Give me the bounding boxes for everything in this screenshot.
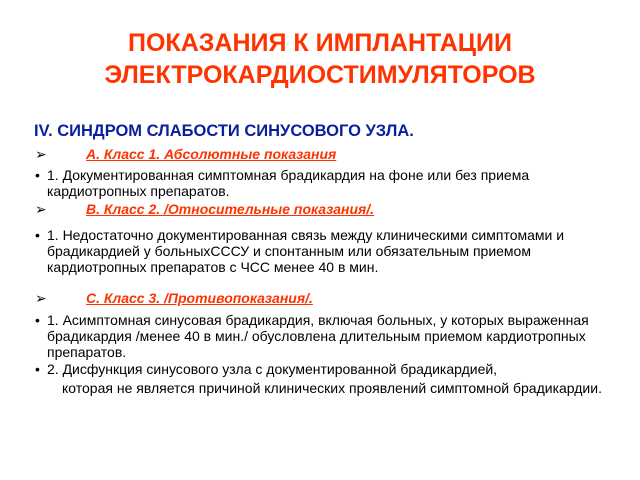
class-a-point-1 [34, 167, 624, 199]
bullet-icon: • [35, 312, 40, 328]
class-c-point-1-text: 1. Асимптомная синусовая брадикардия, включая больных, у которых выраженная брадикардия /менее 40 в мин./ обусловлена длительным приемом кардиотропных препаратов. [47, 312, 589, 360]
slide-title-line-2: ЭЛЕКТРОКАРДИОСТИМУЛЯТОРОВ [104, 61, 536, 89]
class-c-point-2 [34, 361, 624, 377]
section-heading: IV. СИНДРОМ СЛАБОСТИ СИНУСОВОГО УЗЛА. [34, 122, 414, 140]
class-b-point-1-text: 1. Недостаточно документированная связь между клиническими симптомами и брадикардией у больныхСССУ и спонтанным или обязательным приемом кардиотропных препаратов с ЧСС менее 40 в мин. [47, 227, 565, 275]
class-c-point-1 [34, 312, 624, 360]
class-c-heading-row [34, 290, 624, 306]
class-b-heading-row [34, 201, 624, 217]
bullet-icon: • [35, 227, 40, 243]
slide-title-line-1: ПОКАЗАНИЯ К ИМПЛАНТАЦИИ [128, 29, 512, 57]
arrow-bullet-icon: ➢ [35, 201, 47, 217]
class-c-point-2-continuation: которая не является причиной клинических проявлений симптомной брадикардии. [62, 380, 602, 396]
class-a-point-1-text: 1. Документированная симптомная брадикардия на фоне или без приема кардиотропных препаратов. [47, 167, 530, 199]
bullet-icon: • [35, 167, 40, 183]
class-a-heading-row [34, 146, 624, 162]
class-b-heading: В. Класс 2. /Относительные показания/. [86, 201, 375, 217]
class-c-point-2-text: 2. Дисфункция синусового узла с документированной брадикардией, [47, 361, 498, 377]
class-b-point-1 [34, 227, 600, 275]
arrow-bullet-icon: ➢ [35, 146, 47, 162]
slide-title [0, 27, 640, 91]
class-c-heading: С. Класс 3. /Противопоказания/. [86, 290, 313, 306]
class-a-heading: А. Класс 1. Абсолютные показания [86, 146, 337, 162]
bullet-icon: • [35, 361, 40, 377]
arrow-bullet-icon: ➢ [35, 290, 47, 306]
